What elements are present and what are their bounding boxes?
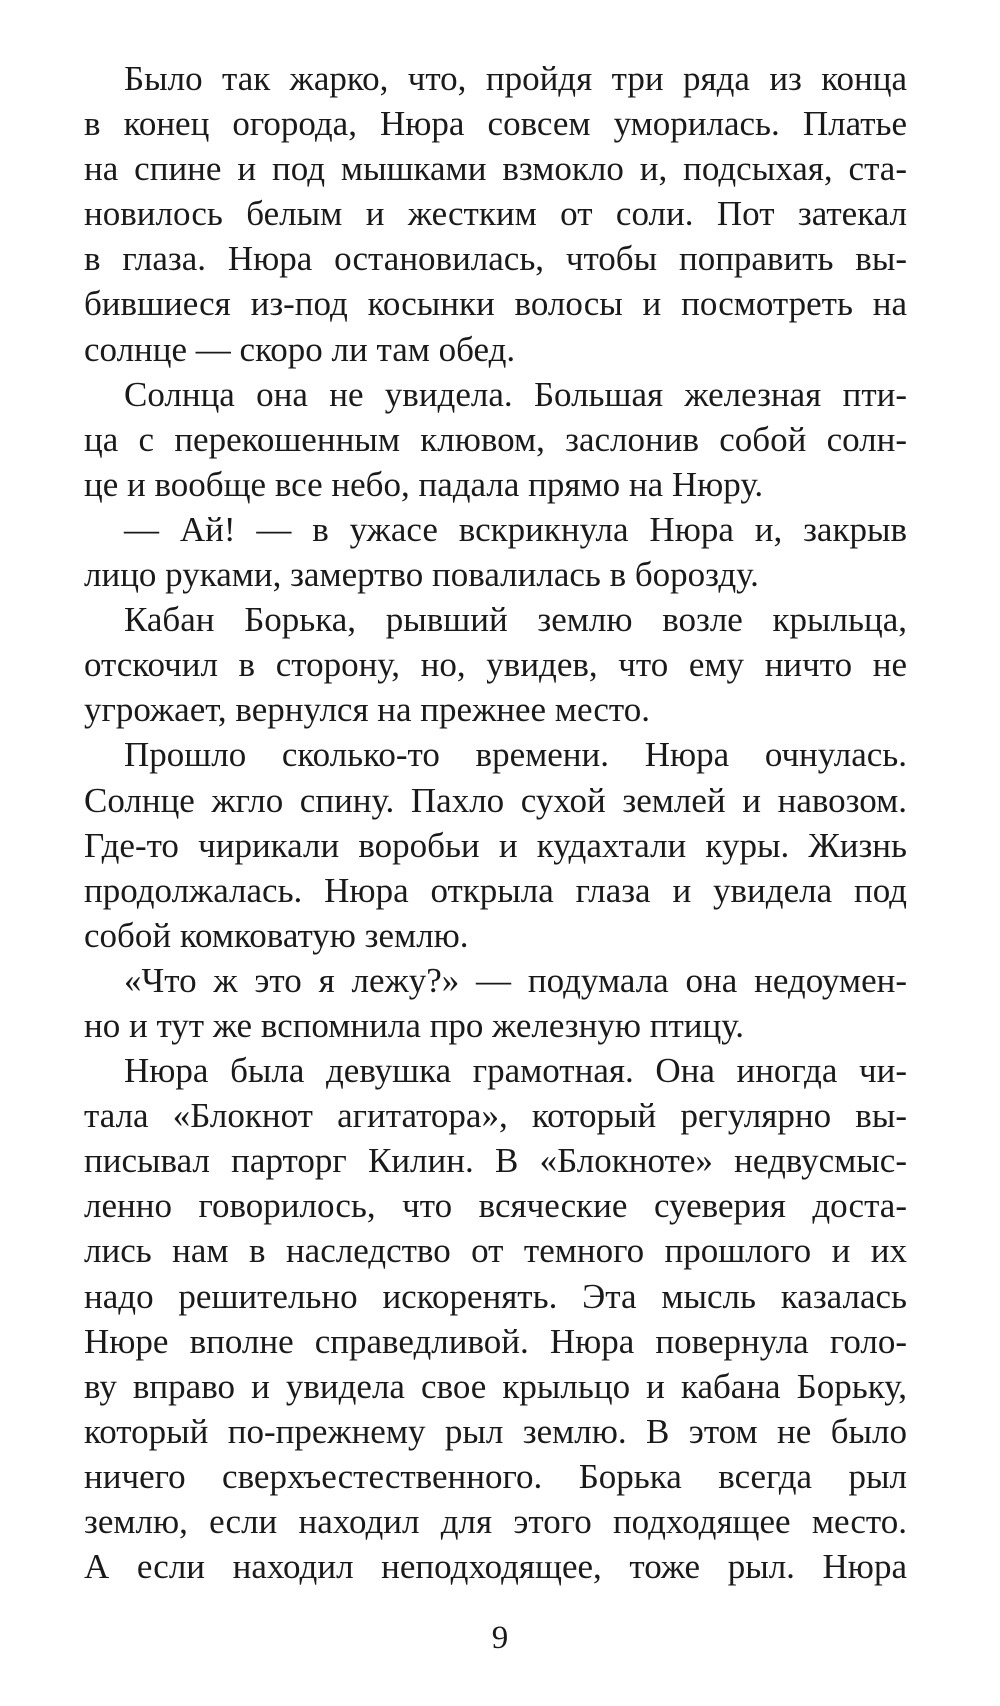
- text-line: бившиеся из-под косынки волосы и посмотреть на: [84, 284, 907, 324]
- text-line: солнце — скоро ли там обед.: [84, 329, 516, 369]
- text-line: лись нам в наследство от темного прошлого и их: [84, 1231, 907, 1271]
- text-line: но и тут же вспомнила про железную птицу.: [84, 1005, 744, 1045]
- text-line: ву вправо и увидела свое крыльцо и кабана Борьку,: [84, 1366, 907, 1406]
- text-line: ничего сверхъестественного. Борька всегда рыл: [84, 1456, 907, 1496]
- text-line: Нюре вполне справедливой. Нюра повернула голо-: [84, 1321, 907, 1361]
- text-line: отскочил в сторону, но, увидев, что ему ничто не: [84, 645, 907, 685]
- text-line: Нюра была девушка грамотная. Она иногда чи-: [124, 1051, 907, 1091]
- text-line: продолжалась. Нюра открыла глаза и увидела под: [84, 870, 907, 910]
- text-line: ленно говорилось, что всяческие суеверия доста-: [84, 1186, 907, 1226]
- text-line: на спине и под мышками взмокло и, подсыхая, ста-: [84, 149, 907, 189]
- text-line: це и вообще все небо, падала прямо на Нюру.: [84, 464, 764, 504]
- text-line: писывал парторг Килин. В «Блокноте» недвусмыс-: [84, 1141, 907, 1181]
- text-line: надо решительно искоренять. Эта мысль казалась: [84, 1276, 907, 1316]
- text-line: А если находил неподходящее, тоже рыл. Нюра: [84, 1547, 907, 1587]
- text-line: «Что ж это я лежу?» — подумала она недоумен-: [124, 960, 907, 1000]
- text-line: Солнца она не увидела. Большая железная пти-: [124, 374, 907, 414]
- text-line: в глаза. Нюра остановилась, чтобы поправить вы-: [84, 239, 907, 279]
- text-line: Кабан Борька, рывший землю возле крыльца,: [124, 600, 907, 640]
- text-line: Прошло сколько-то времени. Нюра очнулась.: [124, 735, 907, 775]
- text-line: собой комковатую землю.: [84, 915, 469, 955]
- body-text: [84, 56, 907, 1589]
- text-line: землю, если находил для этого подходящее место.: [84, 1502, 907, 1541]
- text-line: Было так жарко, что, пройдя три ряда из конца: [124, 59, 907, 98]
- text-line: который по-прежнему рыл землю. В этом не было: [84, 1411, 907, 1451]
- text-line: Где-то чирикали воробьи и кудахтали куры. Жизнь: [84, 825, 907, 865]
- text-line: в конец огорода, Нюра совсем уморилась. Платье: [84, 104, 907, 144]
- text-line: — Ай! — в ужасе вскрикнула Нюра и, закрыв: [124, 509, 907, 549]
- text-line: лицо руками, замертво повалилась в борозду.: [84, 555, 759, 595]
- page-number: 9: [491, 1620, 509, 1656]
- text-line: Солнце жгло спину. Пахло сухой землей и навозом.: [84, 780, 907, 820]
- text-line: тала «Блокнот агитатора», который регулярно вы-: [84, 1096, 907, 1136]
- text-line: ца с перекошенным клювом, заслонив собой солн-: [84, 419, 907, 459]
- text-line: новилось белым и жестким от соли. Пот затекал: [84, 194, 907, 234]
- text-line: угрожает, вернулся на прежнее место.: [84, 690, 650, 730]
